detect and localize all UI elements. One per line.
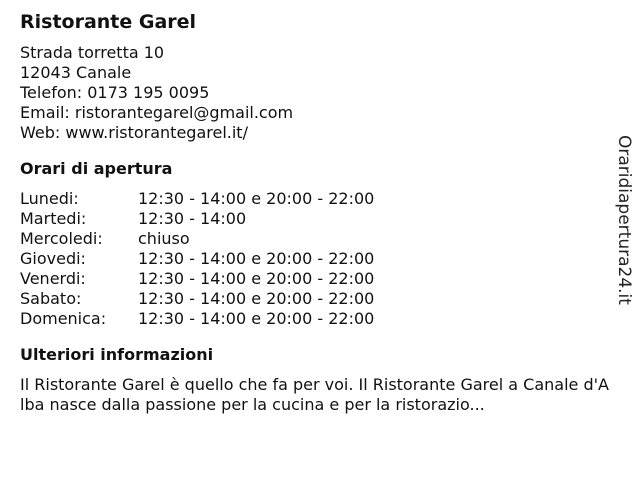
email: Email: ristorantegarel@gmail.com [20,103,294,122]
day-time: 12:30 - 14:00 e 20:00 - 22:00 [138,289,375,308]
day-label: Mercoledi: [20,229,103,248]
day-time: 12:30 - 14:00 e 20:00 - 22:00 [138,189,375,208]
website: Web: www.ristorantegarel.it/ [20,123,248,142]
day-time: 12:30 - 14:00 e 20:00 - 22:00 [138,269,375,288]
day-label: Martedi: [20,209,87,228]
day-time: 12:30 - 14:00 [138,209,247,228]
day-time: chiuso [138,229,190,248]
day-label: Lunedi: [20,189,79,208]
day-label: Domenica: [20,309,107,328]
hours-row-monday [20,189,610,209]
hours-row-thursday [20,249,610,269]
address-city: 12043 Canale [20,63,132,82]
site-watermark: Oraridiapertura24.it [614,135,634,305]
day-time: 12:30 - 14:00 e 20:00 - 22:00 [138,309,375,328]
hours-row-sunday [20,309,610,329]
hours-row-friday [20,269,610,289]
business-name: Ristorante Garel [20,11,197,33]
day-label: Giovedi: [20,249,86,268]
hours-heading: Orari di apertura [20,159,173,178]
address-street: Strada torretta 10 [20,43,165,62]
info-heading: Ulteriori informazioni [20,345,214,364]
phone: Telefon: 0173 195 0095 [20,83,210,102]
hours-row-tuesday [20,209,610,229]
hours-row-saturday [20,289,610,309]
day-time: 12:30 - 14:00 e 20:00 - 22:00 [138,249,375,268]
business-card [20,10,610,415]
info-description: Il Ristorante Garel è quello che fa per voi. Il Ristorante Garel a Canale d'Alba nasce dalla passione per la cucina e per la ristorazio... [20,375,609,414]
hours-row-wednesday [20,229,610,249]
day-label: Sabato: [20,289,82,308]
day-label: Venerdi: [20,269,86,288]
hours-table [20,189,610,329]
